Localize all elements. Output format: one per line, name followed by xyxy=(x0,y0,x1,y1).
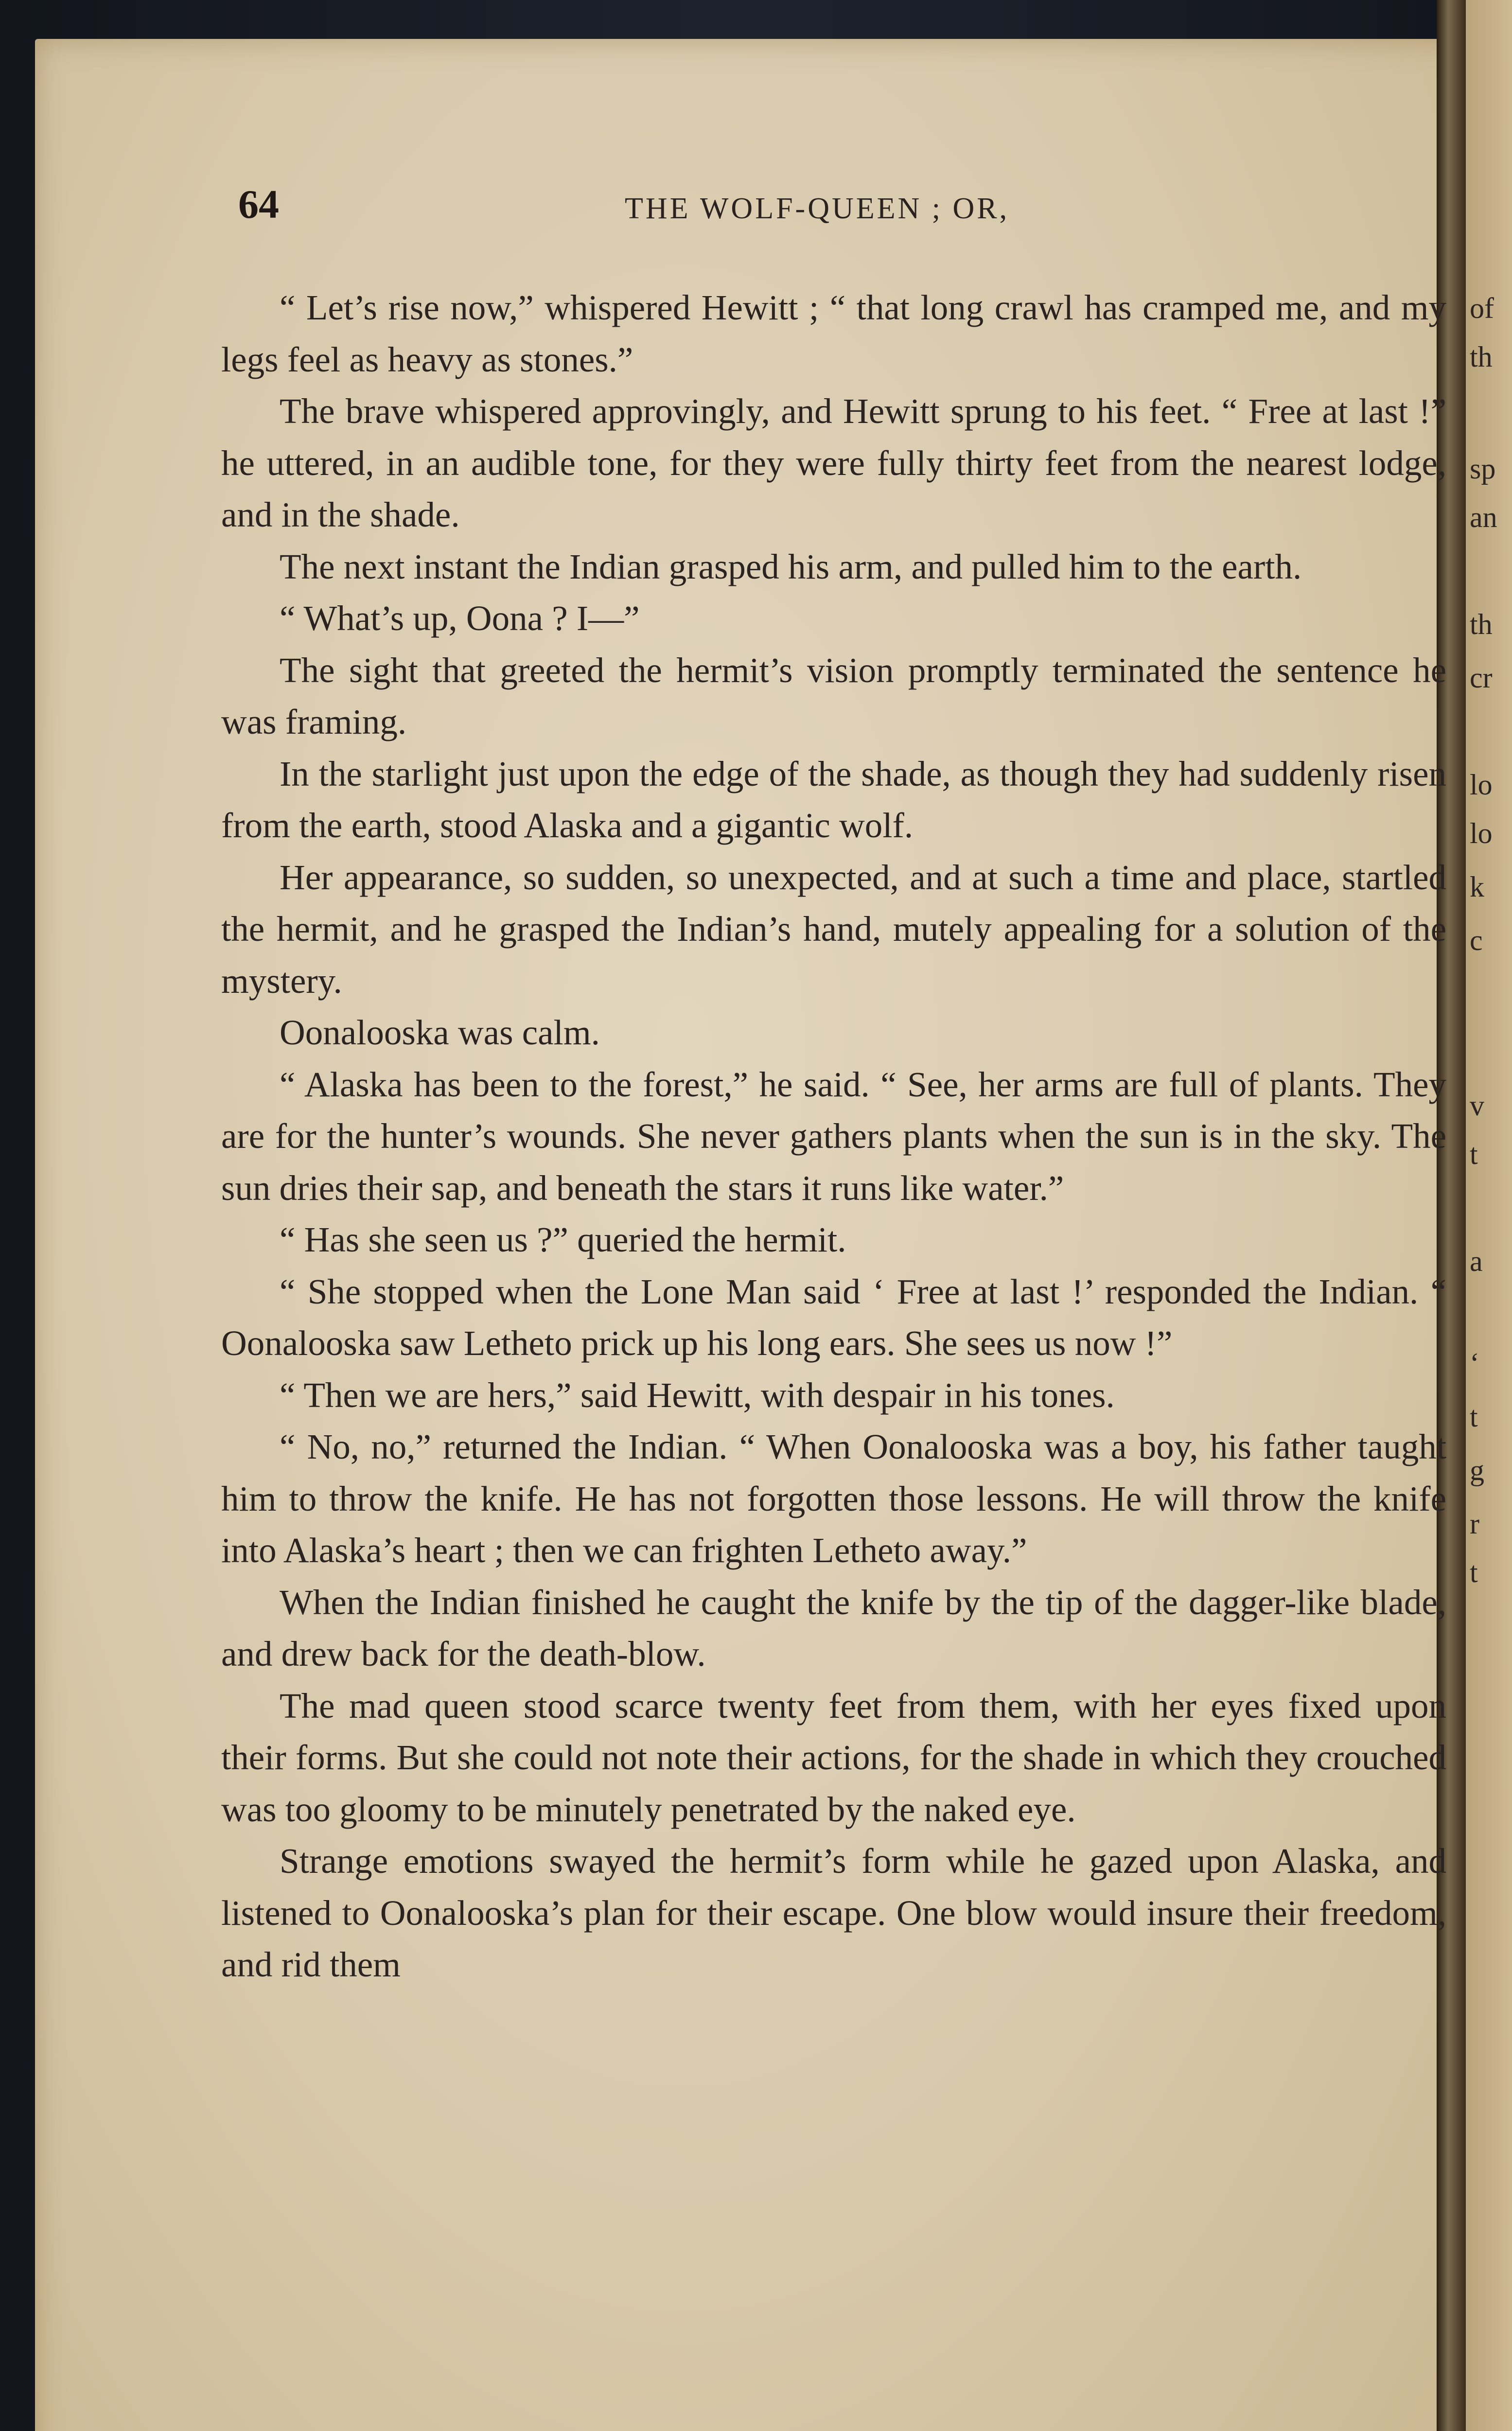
adjacent-page-fragment: c xyxy=(1470,924,1483,956)
adjacent-page-fragment: sp xyxy=(1470,453,1496,485)
adjacent-page-edge xyxy=(1466,0,1512,2431)
adjacent-page-fragment: t xyxy=(1470,1401,1478,1433)
adjacent-page-fragment: k xyxy=(1470,871,1484,903)
paragraph: “ No, no,” returned the Indian. “ When Oonalooska was a boy, his father taught him to throw the knife. He has not forgotten those lessons. He will throw the knife into Alaska’s heart ; then we can frighten Letheto away.” xyxy=(221,1427,1446,1570)
adjacent-page-fragment: cr xyxy=(1470,662,1493,694)
paragraph: “ Has she seen us ?” queried the hermit. xyxy=(280,1220,846,1259)
adjacent-page-fragment: ‘ xyxy=(1470,1347,1479,1379)
paragraph: Strange emotions swayed the hermit’s form while he gazed upon Alaska, and listened to Oonalooska’s plan for their escape. One blow would insure their freedom, and rid them xyxy=(221,1841,1446,1984)
paragraph: “ Alaska has been to the forest,” he said. “ See, her arms are full of plants. They are for the hunter’s wounds. She never gathers plants when the sun is in the sky. The sun dries their sap, and beneath the stars it runs like water.” xyxy=(221,1064,1446,1208)
paragraph: The next instant the Indian grasped his arm, and pulled him to the earth. xyxy=(280,546,1302,586)
adjacent-page-fragment: an xyxy=(1470,501,1497,533)
adjacent-page-fragment: th xyxy=(1470,341,1493,373)
paragraph: “ She stopped when the Lone Man said ‘ Free at last !’ responded the Indian. “ Oonalooska saw Letheto prick up his long ears. She sees us now !” xyxy=(221,1271,1446,1363)
paragraph: “ Let’s rise now,” whispered Hewitt ; “ that long crawl has cramped me, and my legs feel as heavy as stones.” xyxy=(221,288,1446,379)
paragraph: Oonalooska was calm. xyxy=(280,1013,600,1052)
adjacent-page-fragment: lo xyxy=(1470,817,1493,849)
adjacent-page-fragment: lo xyxy=(1470,769,1493,801)
paragraph: “ Then we are hers,” said Hewitt, with despair in his tones. xyxy=(280,1375,1115,1415)
page-number: 64 xyxy=(238,182,279,227)
paragraph: The sight that greeted the hermit’s vision promptly terminated the sentence he was framing. xyxy=(221,650,1446,741)
adjacent-page-fragment: of xyxy=(1470,292,1494,324)
adjacent-page-fragment: th xyxy=(1470,608,1493,640)
paragraph: The brave whispered approvingly, and Hewitt sprung to his feet. “ Free at last !” he uttered, in an audible tone, for they were fully thirty feet from the nearest lodge, and in the shade. xyxy=(221,391,1446,534)
adjacent-page-fragment: t xyxy=(1470,1556,1478,1588)
running-title: THE WOLF-QUEEN ; OR, xyxy=(625,192,1010,225)
paragraph: “ What’s up, Oona ? I—” xyxy=(280,599,640,638)
adjacent-page-fragment: g xyxy=(1470,1454,1484,1486)
adjacent-page-fragment: a xyxy=(1470,1245,1483,1277)
page-body-text xyxy=(221,282,1446,1991)
paragraph: The mad queen stood scarce twenty feet from them, with her eyes fixed upon their forms. But she could not note their actions, for the shade in which they crouched was too gloomy to be minutely penetrated by the naked eye. xyxy=(221,1686,1446,1829)
paragraph: In the starlight just upon the edge of the shade, as though they had suddenly risen from the earth, stood Alaska and a gigantic wolf. xyxy=(221,754,1446,845)
paragraph: Her appearance, so sudden, so unexpected, and at such a time and place, startled the hermit, and he grasped the Indian’s hand, mutely appealing for a solution of the mystery. xyxy=(221,857,1446,1001)
adjacent-page-fragment: t xyxy=(1470,1138,1478,1170)
adjacent-page-fragment: r xyxy=(1470,1508,1479,1540)
paragraph: When the Indian finished he caught the knife by the tip of the dagger-like blade, and drew back for the death-blow. xyxy=(221,1582,1446,1674)
adjacent-page-fragment: v xyxy=(1470,1090,1484,1122)
